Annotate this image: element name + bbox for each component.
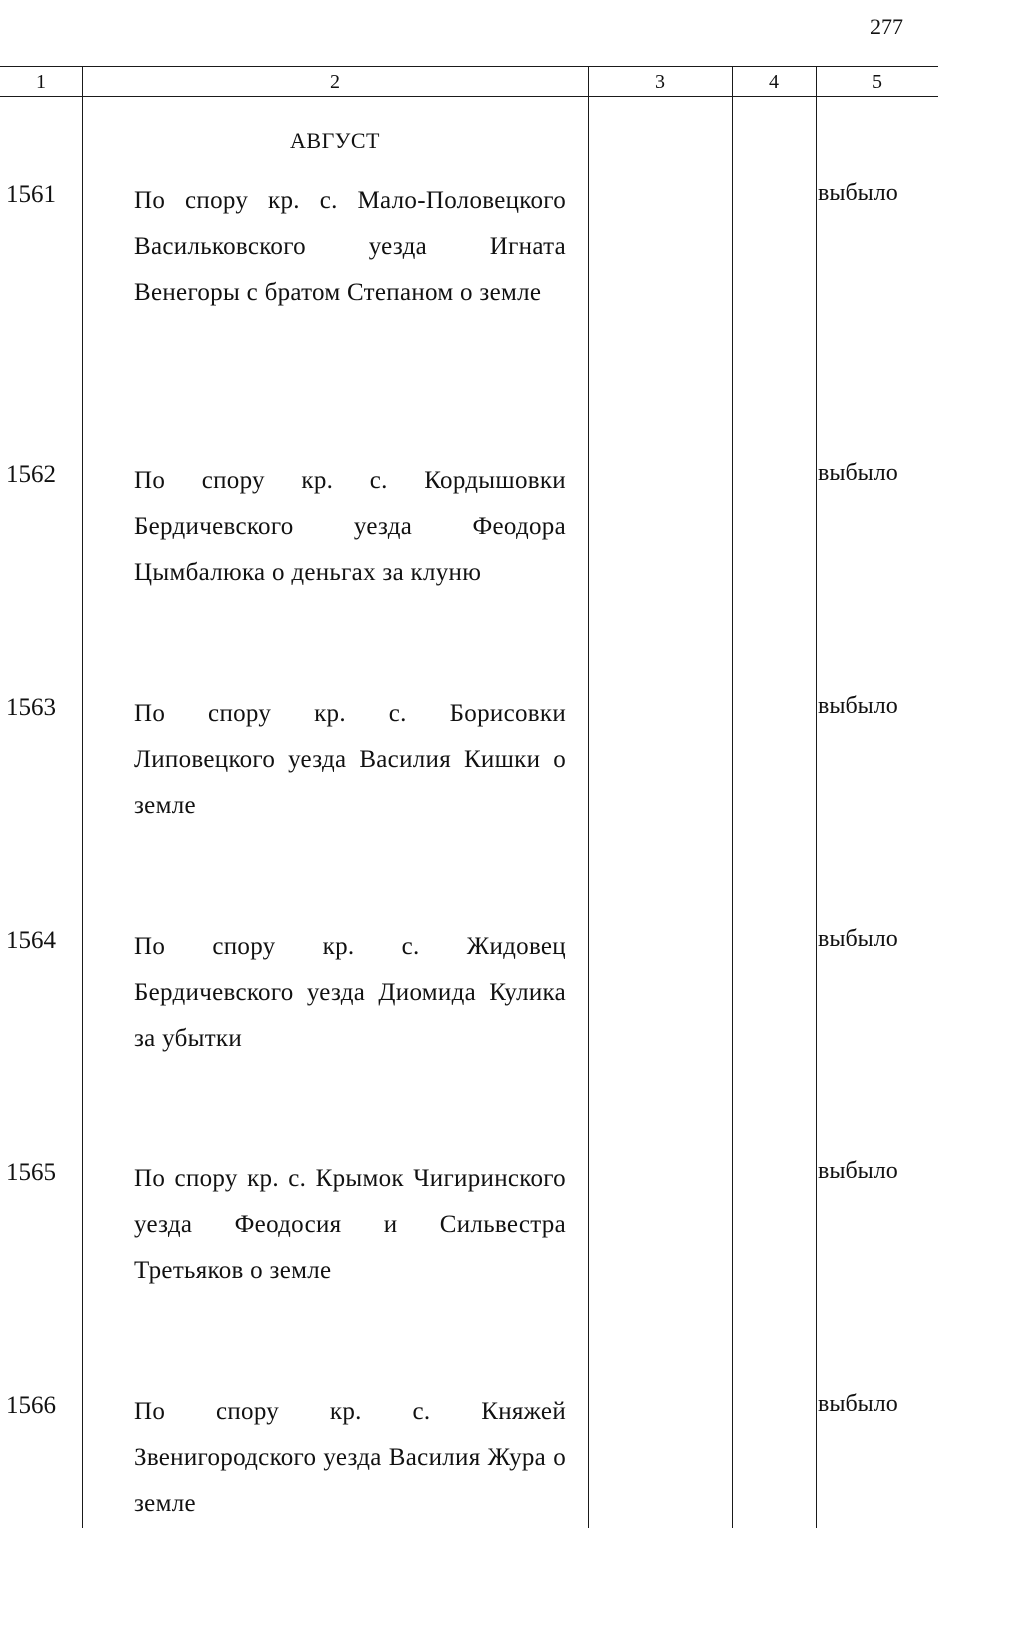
case-description: По спору кр. с. Княжей Звенигородского уезда Василия Жура о земле <box>134 1398 566 1517</box>
case-status: выбыло <box>818 180 898 206</box>
case-number: 1563 <box>6 694 56 721</box>
column-header-2: 2 <box>330 71 340 93</box>
column-header-3: 3 <box>655 71 665 93</box>
case-description: По спору кр. с. Крымок Чигиринского уезда Феодосия и Сильвестра Третьяков о земле <box>134 1165 566 1284</box>
table-row <box>0 1391 1024 1631</box>
case-status: выбыло <box>818 1158 898 1184</box>
case-number: 1564 <box>6 927 56 954</box>
table-row <box>0 926 1024 1166</box>
table-row <box>0 693 1024 933</box>
column-header-5: 5 <box>872 71 882 93</box>
table-top-rule <box>0 66 938 67</box>
column-header-4: 4 <box>769 71 779 93</box>
month-heading: АВГУСТ <box>290 128 380 153</box>
header-bottom-rule <box>0 96 938 97</box>
case-number: 1566 <box>6 1392 56 1419</box>
case-number: 1562 <box>6 461 56 488</box>
column-header-1: 1 <box>36 71 46 93</box>
case-status: выбыло <box>818 693 898 719</box>
page-number: 277 <box>870 14 903 39</box>
case-status: выбыло <box>818 1391 898 1417</box>
table-row <box>0 1158 1024 1398</box>
table-row <box>0 180 1024 420</box>
case-status: выбыло <box>818 926 898 952</box>
case-description: По спору кр. с. Мало-Половецкого Васильковского уезда Игната Венегоры с братом Степаном о земле <box>134 187 566 306</box>
case-description: По спору кр. с. Жидовец Бердичевского уезда Диомида Кулика за убытки <box>134 933 566 1052</box>
table-row <box>0 460 1024 700</box>
case-description: По спору кр. с. Кордышовки Бердичевского уезда Феодора Цымбалюка о деньгах за клуню <box>134 467 566 586</box>
case-number: 1565 <box>6 1159 56 1186</box>
case-number: 1561 <box>6 181 56 208</box>
case-status: выбыло <box>818 460 898 486</box>
case-description: По спору кр. с. Борисовки Липовецкого уезда Василия Кишки о земле <box>134 700 566 819</box>
